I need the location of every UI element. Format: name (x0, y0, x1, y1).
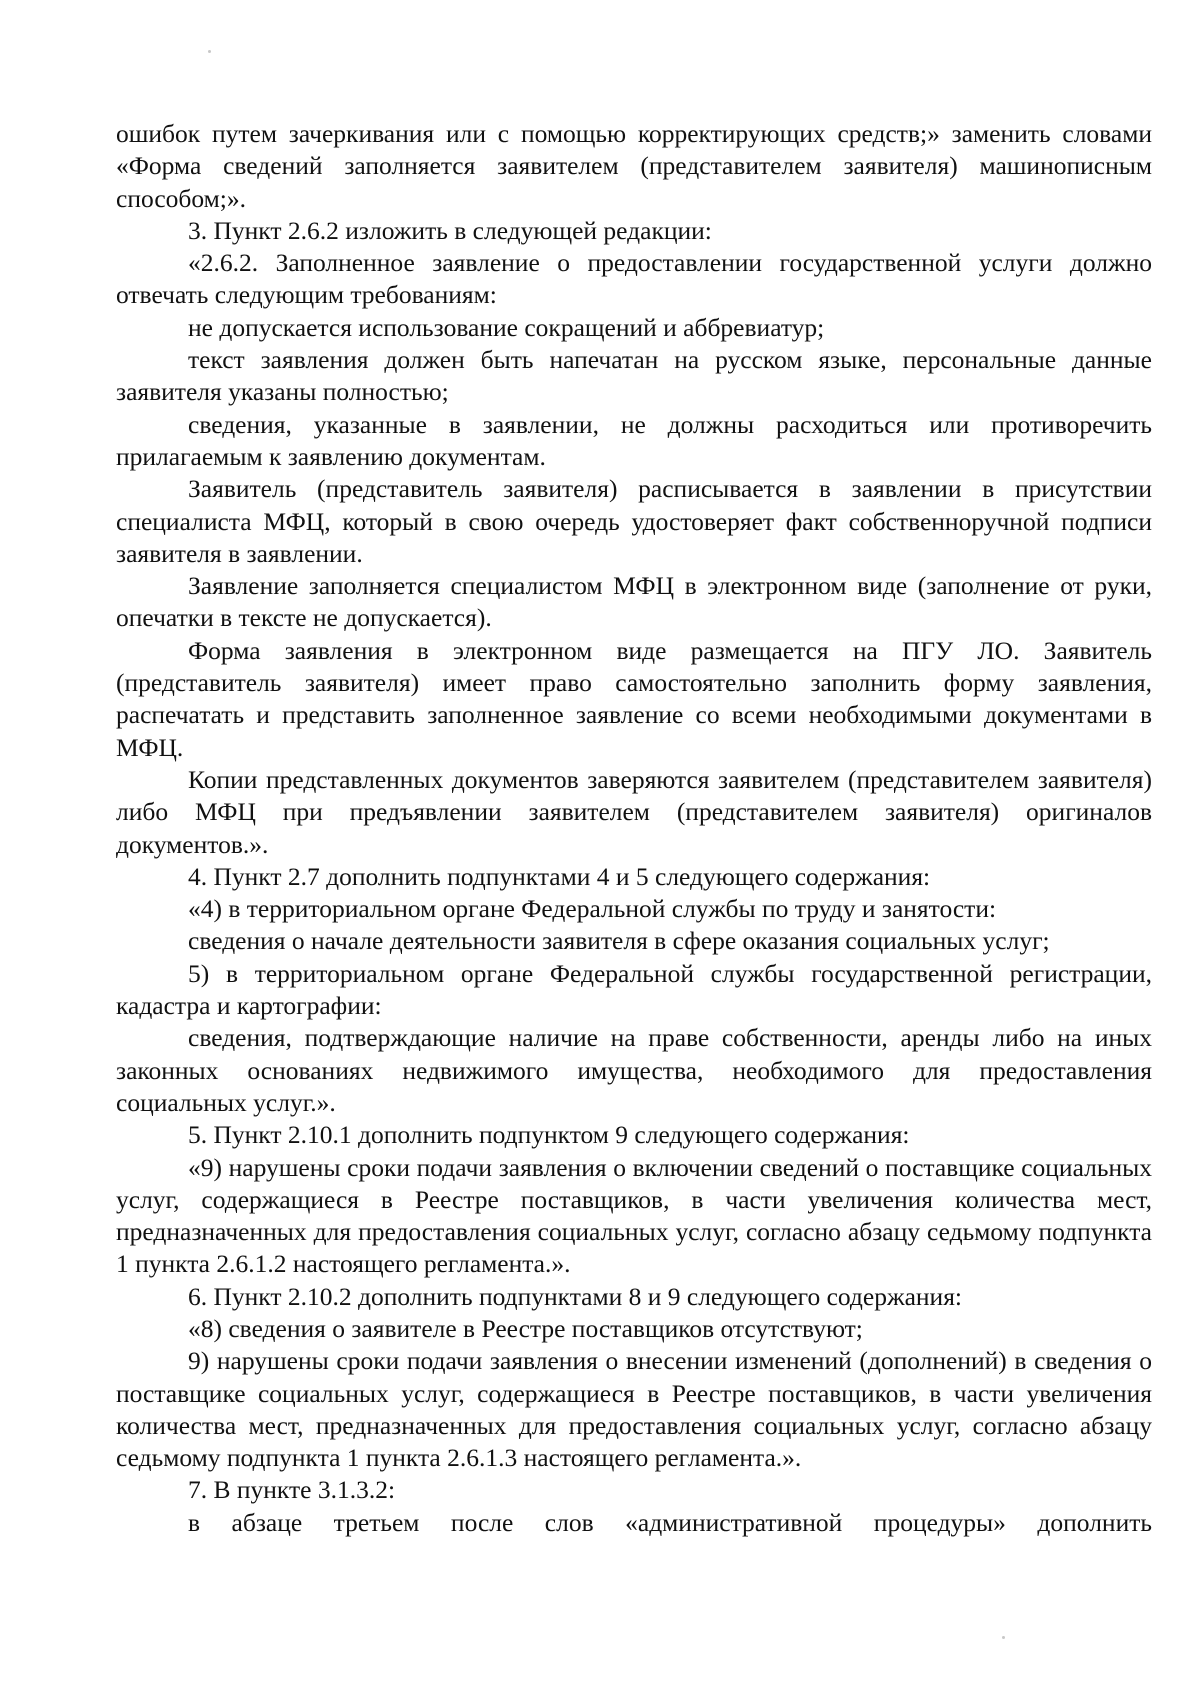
paragraph-2: 3. Пункт 2.6.2 изложить в следующей редакции: (188, 215, 712, 245)
paragraph-7: Заявитель (представитель заявителя) расписывается в заявлении в присутствии специалиста МФЦ, который в свою очередь удостоверяет факт собственноручной подписи заявителя в заявлении. (116, 474, 1152, 568)
paragraph-9: Форма заявления в электронном виде размещается на ПГУ ЛО. Заявитель (представитель заявителя) имеет право самостоятельно заполнить форму заявления, распечатать и представить заполненное заявление со всеми необходимыми документами в МФЦ. (116, 635, 1152, 762)
scan-speck (1002, 1636, 1005, 1639)
paragraph-19: «8) сведения о заявителе в Реестре поставщиков отсутствуют; (188, 1313, 863, 1343)
paragraph-1: ошибок путем зачеркивания или с помощью корректирующих средств;» заменить словами «Форма сведений заполняется заявителем (представителем заявителя) машинописным способом;». (116, 119, 1152, 213)
paragraph-6: сведения, указанные в заявлении, не должны расходиться или противоречить прилагаемым к заявлению документам. (116, 409, 1152, 471)
paragraph-10: Копии представленных документов заверяются заявителем (представителем заявителя) либо МФЦ при предъявлении заявителем (представителем заявителя) оригиналов документов.». (116, 764, 1152, 859)
paragraph-22: в абзаце третьем после слов «административной процедуры» дополнить (188, 1507, 1152, 1537)
paragraph-20: 9) нарушены сроки подачи заявления о внесении изменений (дополнений) в сведения о поставщике социальных услуг, содержащиеся в Реестре поставщиков, в части увеличения количества мест, предназначенных для предоставления социальных услуг, согласно абзацу седьмому подпункта 1 пункта 2.6.1.3 настоящего регламента.». (116, 1346, 1152, 1473)
paragraph-8: Заявление заполняется специалистом МФЦ в электронном виде (заполнение от руки, опечатки в тексте не допускается). (116, 571, 1152, 633)
paragraph-12: «4) в территориальном органе Федеральной службы по труду и занятости: (188, 894, 997, 924)
paragraph-15: сведения, подтверждающие наличие на праве собственности, аренды либо на иных законных основаниях недвижимого имущества, необходимого для предоставления социальных услуг.». (116, 1023, 1152, 1117)
paragraph-18: 6. Пункт 2.10.2 дополнить подпунктами 8 и 9 следующего содержания: (188, 1281, 963, 1311)
paragraph-16: 5. Пункт 2.10.1 дополнить подпунктом 9 следующего содержания: (188, 1120, 910, 1150)
paragraph-5: текст заявления должен быть напечатан на русском языке, персональные данные заявителя указаны полностью; (116, 345, 1152, 407)
paragraph-11: 4. Пункт 2.7 дополнить подпунктами 4 и 5 следующего содержания: (188, 861, 931, 891)
document-body (116, 118, 1152, 1539)
paragraph-21: 7. В пункте 3.1.3.2: (188, 1475, 396, 1505)
scan-speck (208, 50, 211, 53)
paragraph-13: сведения о начале деятельности заявителя в сфере оказания социальных услуг; (188, 926, 1050, 956)
paragraph-3: «2.6.2. Заполненное заявление о предоставлении государственной услуги должно отвечать следующим требованиям: (116, 248, 1152, 310)
paragraph-14: 5) в территориальном органе Федеральной службы государственной регистрации, кадастра и картографии: (116, 958, 1152, 1021)
paragraph-17: «9) нарушены сроки подачи заявления о включении сведений о поставщике социальных услуг, содержащиеся в Реестре поставщиков, в части увеличения количества мест, предназначенных для предоставления социальных услуг, согласно абзацу седьмому подпункта 1 пункта 2.6.1.2 настоящего регламента.». (116, 1152, 1152, 1279)
paragraph-4: не допускается использование сокращений и аббревиатур; (188, 312, 825, 342)
